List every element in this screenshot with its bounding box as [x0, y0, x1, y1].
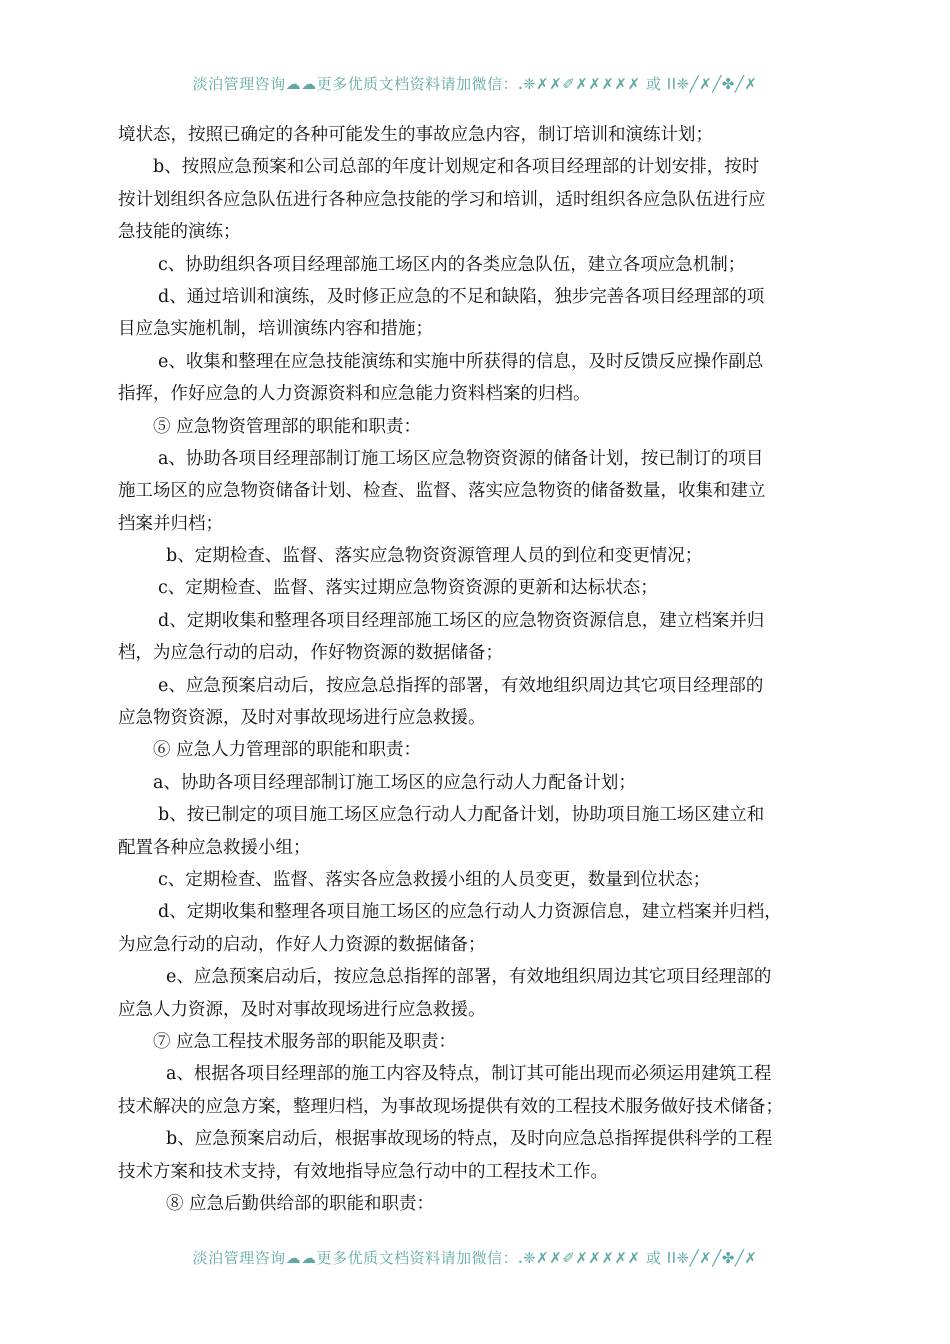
text-line: a、协助各项目经理部制订施工场区应急物资资源的储备计划，按已制订的项目	[158, 448, 764, 469]
watermark-header: 淡泊管理咨询☁☁更多优质文档资料请加微信：ꓸ❈✗✗✐✗✗✗✗✗ 或 ꓲꓲ❈╱✗╱✤╱✗	[192, 75, 758, 93]
text-line: a、根据各项目经理部的施工内容及特点，制订其可能出现而必须运用建筑工程	[166, 1064, 772, 1085]
text-line: 档，为应急行动的启动，作好物资源的数据储备；	[118, 643, 503, 664]
text-line: c、定期检查、监督、落实各应急救援小组的人员变更，数量到位状态；	[158, 869, 711, 890]
text-line: 技术方案和技术支持，有效地指导应急行动中的工程技术工作。	[118, 1161, 608, 1182]
section-heading: ⑦ 应急工程技术服务部的职能及职责：	[153, 1031, 457, 1052]
text-line: 急技能的演练；	[118, 222, 241, 243]
text-line: 按计划组织各应急队伍进行各种应急技能的学习和培训，适时组织各应急队伍进行应	[118, 189, 766, 210]
text-line: 为应急行动的启动，作好人力资源的数据储备；	[118, 934, 486, 955]
text-line: d、通过培训和演练，及时修正应急的不足和缺陷，独步完善各项目经理部的项	[158, 286, 765, 307]
text-line: 指挥，作好应急的人力资源资料和应急能力资料档案的归档。	[118, 384, 591, 405]
text-line: e、应急预案启动后，按应急总指挥的部署，有效地组织周边其它项目经理部的	[158, 675, 764, 696]
text-line: c、定期检查、监督、落实过期应急物资资源的更新和达标状态；	[158, 578, 658, 599]
watermark-footer: 淡泊管理咨询☁☁更多优质文档资料请加微信：ꓸ❈✗✗✐✗✗✗✗✗ 或 ꓲꓲ❈╱✗╱✤╱✗	[192, 1249, 758, 1267]
section-heading: ⑥ 应急人力管理部的职能和职责：	[153, 740, 422, 761]
text-line: 配置各种应急救援小组；	[118, 837, 311, 858]
text-line: e、应急预案启动后，按应急总指挥的部署，有效地组织周边其它项目经理部的	[166, 967, 772, 988]
text-line: d、定期收集和整理各项目经理部施工场区的应急物资资源信息，建立档案并归	[158, 610, 765, 631]
document-body	[118, 119, 842, 1220]
text-line: 境状态，按照已确定的各种可能发生的事故应急内容，制订培训和演练计划；	[118, 125, 713, 145]
text-line: c、协助组织各项目经理部施工场区内的各类应急队伍，建立各项应急机制；	[158, 254, 746, 275]
text-line: a、协助各项目经理部制订施工场区的应急行动人力配备计划；	[153, 772, 636, 793]
text-line: d、定期收集和整理各项目施工场区的应急行动人力资源信息，建立档案并归档，	[158, 902, 782, 923]
text-line: 应急物资资源，及时对事故现场进行应急救援。	[118, 708, 486, 729]
section-heading: ⑧ 应急后勤供给部的职能和职责：	[166, 1193, 435, 1214]
text-line: 技术解决的应急方案，整理归档，为事故现场提供有效的工程技术服务做好技术储备；	[118, 1096, 783, 1117]
text-line: b、定期检查、监督、落实应急物资资源管理人员的到位和变更情况；	[166, 546, 703, 567]
text-line: 挡案并归档；	[118, 513, 223, 534]
text-line: 应急人力资源，及时对事故现场进行应急救援。	[118, 999, 486, 1020]
text-line: e、收集和整理在应急技能演练和实施中所获得的信息，及时反馈反应操作副总	[158, 351, 764, 372]
text-line: 目应急实施机制，培训演练内容和措施；	[118, 319, 433, 340]
text-line: b、按照应急预案和公司总部的年度计划规定和各项目经理部的计划安排，按时	[153, 157, 760, 178]
text-line: 施工场区的应急物资储备计划、检查、监督、落实应急物资的储备数量，收集和建立	[118, 481, 766, 502]
section-heading: ⑤ 应急物资管理部的职能和职责：	[153, 416, 422, 437]
text-line: b、应急预案启动后，根据事故现场的特点，及时向应急总指挥提供科学的工程	[166, 1129, 773, 1150]
text-line: b、按已制定的项目施工场区应急行动人力配备计划，协助项目施工场区建立和	[158, 805, 765, 826]
